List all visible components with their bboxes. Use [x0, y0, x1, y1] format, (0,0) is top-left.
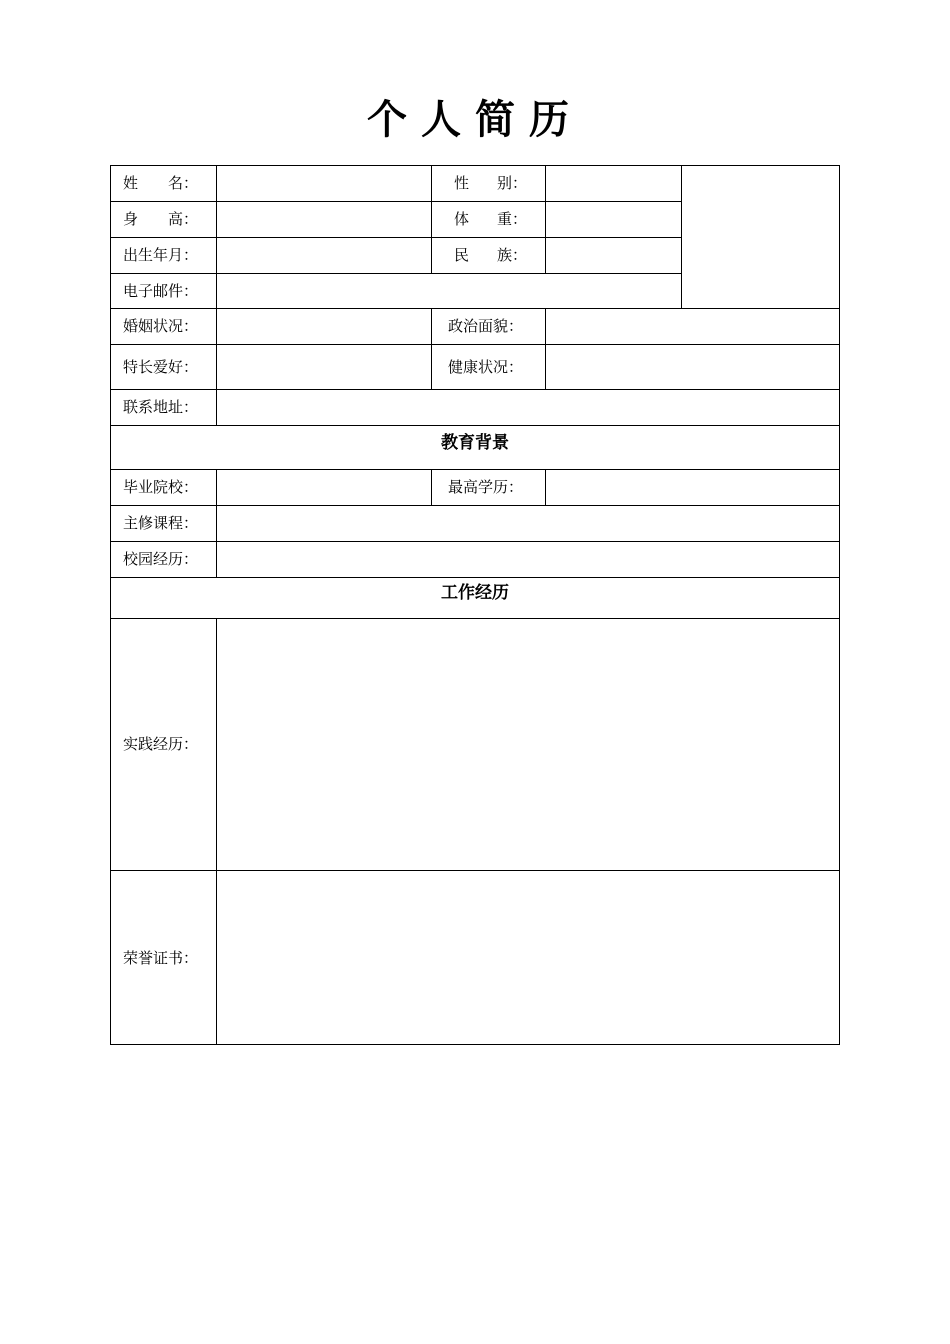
weight-label: 体 重： [431, 201, 545, 237]
courses-value-field[interactable] [216, 505, 839, 541]
email-value-field[interactable] [216, 273, 681, 308]
political-label: 政治面貌： [431, 308, 545, 344]
address-label: 联系地址： [110, 389, 216, 425]
ethnicity-value-field[interactable] [545, 237, 681, 273]
name-value-field[interactable] [216, 165, 431, 201]
photo-box[interactable] [681, 165, 839, 308]
email-label: 电子邮件： [110, 273, 216, 308]
name-label: 姓 名： [110, 165, 216, 201]
health-label: 健康状况： [431, 344, 545, 389]
birth-label: 出生年月： [110, 237, 216, 273]
page-title: 个人简历 [367, 96, 583, 143]
hobby-label: 特长爱好： [110, 344, 216, 389]
marital-value-field[interactable] [216, 308, 431, 344]
height-value-field[interactable] [216, 201, 431, 237]
courses-label: 主修课程： [110, 505, 216, 541]
practice-value-field[interactable] [216, 618, 839, 870]
table-bottom-border [110, 1044, 840, 1045]
school-value-field[interactable] [216, 469, 431, 505]
weight-value-field[interactable] [545, 201, 681, 237]
political-value-field[interactable] [545, 308, 839, 344]
campus-value-field[interactable] [216, 541, 839, 577]
ethnicity-label: 民 族： [431, 237, 545, 273]
birth-value-field[interactable] [216, 237, 431, 273]
honors-value-field[interactable] [216, 870, 839, 1045]
degree-value-field[interactable] [545, 469, 839, 505]
health-value-field[interactable] [545, 344, 839, 389]
table-right-border [839, 165, 840, 1045]
campus-label: 校园经历： [110, 541, 216, 577]
honors-label: 荣誉证书： [110, 870, 216, 1045]
marital-label: 婚姻状况： [110, 308, 216, 344]
degree-label: 最高学历： [431, 469, 545, 505]
school-label: 毕业院校： [110, 469, 216, 505]
gender-value-field[interactable] [545, 165, 681, 201]
height-label: 身 高： [110, 201, 216, 237]
gender-label: 性 别： [431, 165, 545, 201]
practice-label: 实践经历： [110, 618, 216, 870]
work-section-title: 工作经历 [110, 577, 839, 618]
education-section-title: 教育背景 [110, 425, 839, 469]
hobby-value-field[interactable] [216, 344, 431, 389]
address-value-field[interactable] [216, 389, 839, 425]
